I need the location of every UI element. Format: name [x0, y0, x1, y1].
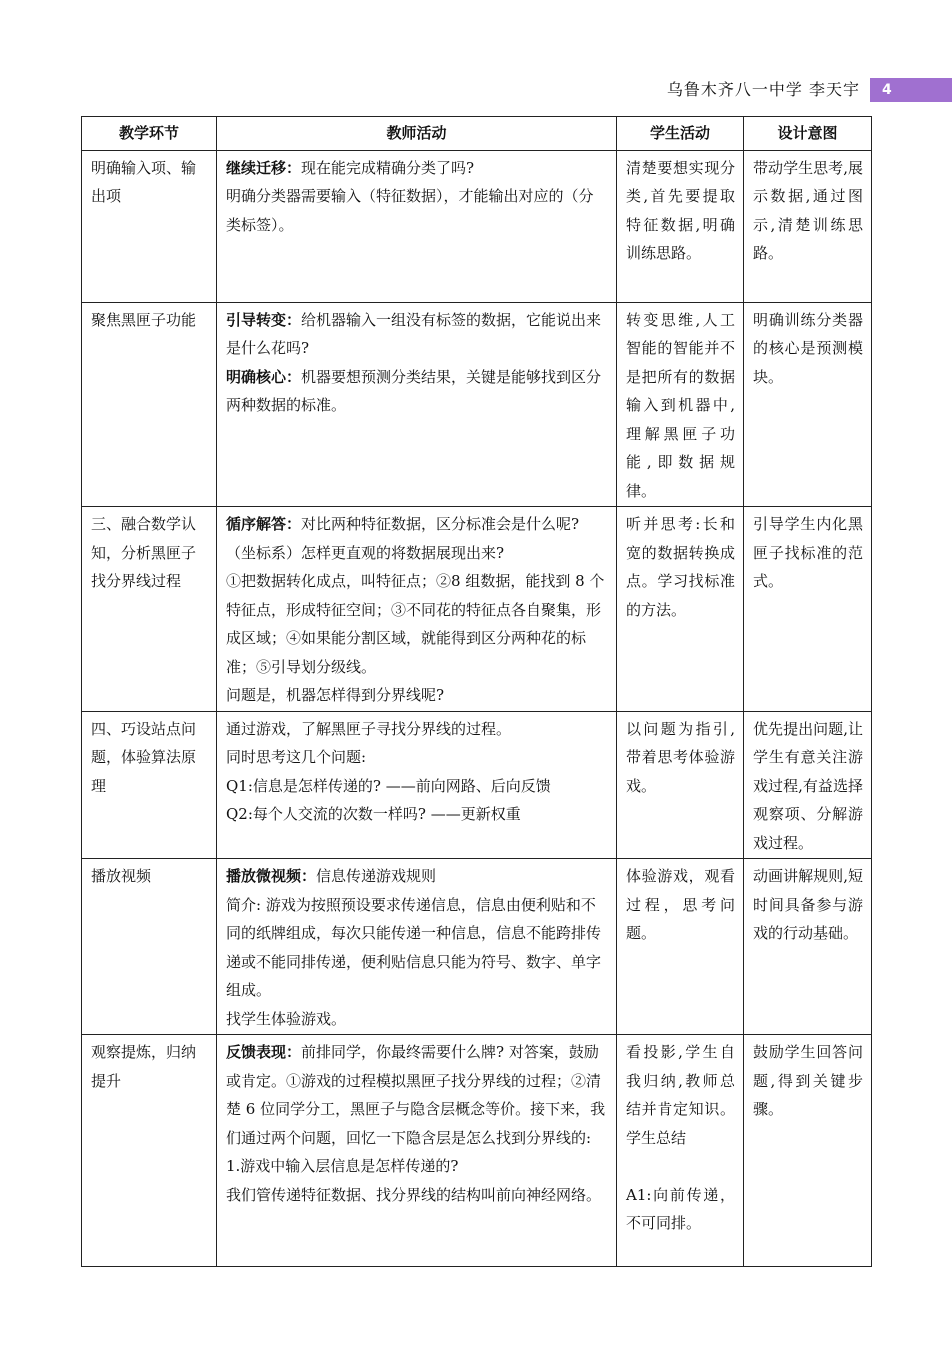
- teacher-text: 我们管传递特征数据、找分界线的结构叫前向神经网络。: [226, 1185, 602, 1204]
- teacher-line: [226, 363, 608, 420]
- teacher-line: [226, 772, 608, 801]
- teacher-text: 1.游戏中输入层信息是怎样传递的?: [226, 1157, 459, 1175]
- column-header-teacher: 教师活动: [217, 117, 617, 151]
- lesson-plan-table: [81, 116, 872, 1267]
- teacher-line: [226, 154, 608, 183]
- table-row: [82, 859, 872, 1035]
- teacher-text: 机器要想预测分类结果，关键是能够找到区分两种数据的标准。: [226, 367, 602, 414]
- keyword: 明确核心：: [226, 367, 302, 386]
- keyword: 反馈表现：: [226, 1043, 302, 1061]
- column-header-stage: 教学环节: [82, 117, 217, 151]
- table-header-row: [82, 117, 872, 151]
- page-header: [0, 78, 952, 102]
- intent-cell: 引导学生内化黑匣子找标准的范式。: [744, 507, 872, 712]
- stage-cell: 明确输入项、输出项: [82, 150, 217, 302]
- teacher-line: [226, 1005, 608, 1034]
- teacher-text: 信息传递游戏规则: [316, 867, 437, 885]
- teacher-cell: [217, 150, 617, 302]
- intent-cell: 动画讲解规则,短时间具备参与游戏的行动基础。: [744, 859, 872, 1035]
- keyword: 继续迁移：: [226, 158, 302, 177]
- teacher-line: [226, 715, 608, 744]
- stage-cell: 四、巧设站点问题，体验算法原理: [82, 711, 217, 859]
- student-line: 看投影,学生自我归纳,教师总结并肯定知识。学生总结: [626, 1043, 735, 1147]
- stage-cell: 观察提炼，归纳提升: [82, 1035, 217, 1267]
- student-cell: 体验游戏，观看过程，思考问题。: [617, 859, 744, 1035]
- table-row: [82, 1035, 872, 1267]
- teacher-line: [226, 1152, 608, 1181]
- teacher-text: 对比两种特征数据，区分标准会是什么呢?（坐标系）怎样更直观的将数据展现出来?: [226, 515, 580, 562]
- intent-cell: 明确训练分类器的核心是预测模块。: [744, 302, 872, 507]
- teacher-line: [226, 800, 608, 829]
- student-line: A1:向前传递，不可同排。: [626, 1185, 735, 1232]
- intent-cell: 鼓励学生回答问题,得到关键步骤。: [744, 1035, 872, 1267]
- stage-cell: 三、融合数学认知，分析黑匣子找分界线过程: [82, 507, 217, 712]
- teacher-text: 给机器输入一组没有标签的数据，它能说出来是什么花吗?: [226, 310, 602, 357]
- teacher-line: [226, 681, 608, 710]
- teacher-text: 问题是，机器怎样得到分界线呢?: [226, 686, 445, 704]
- teacher-text: ①把数据转化成点，叫特征点；②8 组数据，能找到 8 个特征点，形成特征空间；③不同花的特征点各自聚集，形成区域；④如果能分割区域，就能得到区分两种花的标准；⑤引导划分级线。: [226, 572, 605, 676]
- teacher-text: 通过游戏，了解黑匣子寻找分界线的过程。: [226, 719, 512, 738]
- intent-cell: 优先提出问题,让学生有意关注游戏过程,有益选择观察项、分解游戏过程。: [744, 711, 872, 859]
- student-cell: 转变思维,人工智能的智能并不是把所有的数据输入到机器中,理解黑匣子功能,即数据规律。: [617, 302, 744, 507]
- table-row: [82, 711, 872, 859]
- teacher-line: [226, 306, 608, 363]
- teacher-text: 明确分类器需要输入（特征数据），才能输出对应的（分类标签）。: [226, 187, 594, 234]
- teacher-cell: [217, 859, 617, 1035]
- stage-cell: 播放视频: [82, 859, 217, 1035]
- keyword: 引导转变：: [226, 310, 302, 329]
- keyword: 播放微视频：: [226, 867, 317, 885]
- teacher-text: Q1:信息是怎样传递的? ——前向网路、后向反馈: [226, 776, 551, 795]
- teacher-cell: [217, 1035, 617, 1267]
- teacher-line: [226, 1038, 608, 1152]
- teacher-line: [226, 862, 608, 891]
- table-row: [82, 302, 872, 507]
- student-cell: 听并思考:长和宽的数据转换成点。学习找标准的方法。: [617, 507, 744, 712]
- teacher-text: 同时思考这几个问题:: [226, 748, 367, 766]
- column-header-student: 学生活动: [617, 117, 744, 151]
- teacher-line: [226, 567, 608, 681]
- teacher-line: [226, 891, 608, 1005]
- spacer: [626, 1152, 735, 1181]
- teacher-text: Q2:每个人交流的次数一样吗? ——更新权重: [226, 805, 521, 823]
- table-row: [82, 507, 872, 712]
- teacher-line: [226, 182, 608, 239]
- teacher-cell: [217, 507, 617, 712]
- header-school-author: 乌鲁木齐八一中学 李天宇: [666, 80, 860, 99]
- student-cell: 清楚要想实现分类,首先要提取特征数据,明确训练思路。: [617, 150, 744, 302]
- stage-cell: 聚焦黑匣子功能: [82, 302, 217, 507]
- teacher-line: [226, 743, 608, 772]
- teacher-line: [226, 1181, 608, 1210]
- teacher-text: 前排同学，你最终需要什么牌? 对答案，鼓励或肯定。①游戏的过程模拟黑匣子找分界线的过程；②清楚 6 位同学分工，黑匣子与隐含层概念等价。接下来，我们通过两个问题，回忆一下隐含层是怎么找到分界线的:: [226, 1043, 606, 1147]
- intent-cell: 带动学生思考,展示数据,通过图示,清楚训练思路。: [744, 150, 872, 302]
- student-cell: [617, 1035, 744, 1267]
- column-header-intent: 设计意图: [744, 117, 872, 151]
- teacher-text: 现在能完成精确分类了吗?: [301, 158, 475, 177]
- teacher-cell: [217, 711, 617, 859]
- teacher-cell: [217, 302, 617, 507]
- page-number-badge: 4: [870, 78, 952, 102]
- table-row: [82, 150, 872, 302]
- teacher-line: [226, 510, 608, 567]
- teacher-text: 找学生体验游戏。: [226, 1009, 347, 1028]
- student-cell: 以问题为指引,带着思考体验游戏。: [617, 711, 744, 859]
- teacher-text: 简介: 游戏为按照预设要求传递信息，信息由便利贴和不同的纸牌组成，每次只能传递一种信息，信息不能跨排传递或不能同排传递，便利贴信息只能为符号、数字、单字组成。: [226, 895, 602, 999]
- keyword: 循序解答：: [226, 515, 302, 533]
